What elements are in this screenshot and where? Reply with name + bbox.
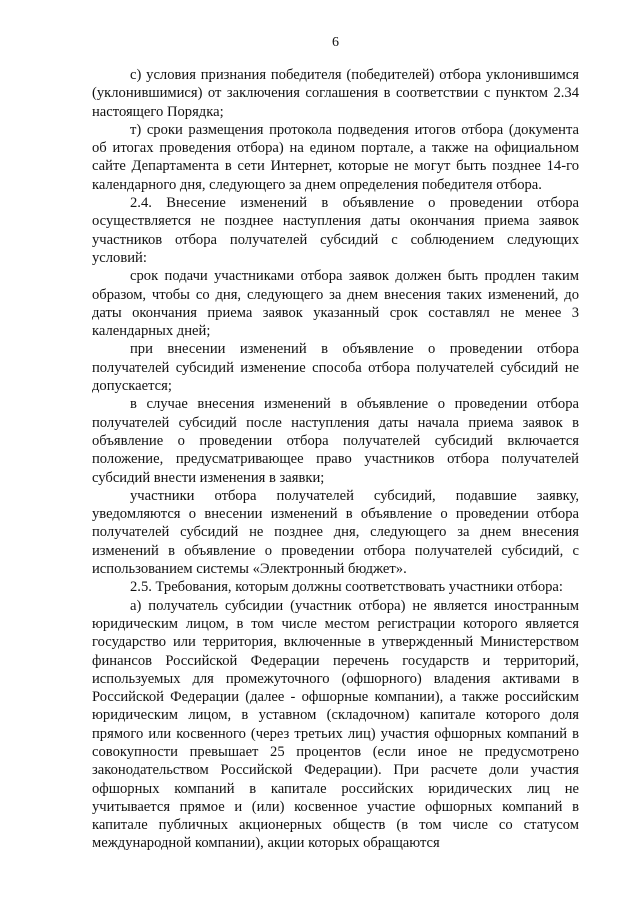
paragraph-2-4-notification: участники отбора получателей субсидий, подавшие заявку, уведомляются о внесении изменений в объявление о проведении отбора получателей субсидий не позднее дня, следующего за днем внесения изменений в объявление о проведении отбора получателей субсидий, с использованием системы «Электронный бюджет». bbox=[92, 487, 579, 578]
paragraph-2-4-method: при внесении изменений в объявление о проведении отбора получателей субсидий изменение способа отбора получателей субсидий не допускается; bbox=[92, 341, 579, 395]
paragraph-2-4: 2.4. Внесение изменений в объявление о проведении отбора осуществляется не позднее наступления даты окончания приема заявок участников отбора получателей субсидий с соблюдением следующих условий: bbox=[92, 195, 579, 266]
paragraph-2-3-t: т) сроки размещения протокола подведения итогов отбора (документа об итогах проведения отбора) на едином портале, а также на официальном сайте Департамента в сети Интернет, которые не могут быть позднее 14-го календарного дня, следующего за днем определения победителя отбора. bbox=[92, 121, 579, 193]
paragraph-2-5-a: а) получатель субсидии (участник отбора) не является иностранным юридическим лицом, в том числе местом регистрации которого является государство или территория, включенные в утвержденный Министерством финансов Российской Федерации перечень государств и территорий, используемых для промежуточного (офшорного) владения активами в Российской Федерации (далее - офшорные компании), а также российским юридическим лицом, в уставном (складочном) капитале которого доля прямого или косвенного (через третьих лиц) участия офшорных компаний в совокупности превышает 25 процентов (если иное не предусмотрено законодательством Российской Федерации). При расчете доли участия офшорных компаний в капитале российских юридических лиц не учитывается прямое и (или) косвенное участие офшорных компаний в капитале публичных акционерных обществ (в том числе со статусом международной компании), акции которых обращаются bbox=[92, 597, 579, 852]
paragraph-2-4-deadline: срок подачи участниками отбора заявок должен быть продлен таким образом, чтобы со дня, следующего за днем внесения таких изменений, до даты окончания приема заявок указанный срок составлял не менее 3 календарных дней; bbox=[92, 268, 579, 340]
page-number: 6 bbox=[332, 35, 339, 50]
paragraph-2-3-s: с) условия признания победителя (победителей) отбора уклонившимся (уклонившимися) от заключения соглашения в соответствии с пунктом 2.34 настоящего Порядка; bbox=[92, 67, 579, 120]
paragraph-2-4-amendment: в случае внесения изменений в объявление о проведении отбора получателей субсидий после наступления даты начала приема заявок в объявление о проведении отбора получателей субсидий включается положение, предусматривающее право участников отбора получателей субсидий внести изменения в заявки; bbox=[92, 396, 579, 486]
paragraph-2-5: 2.5. Требования, которым должны соответствовать участники отбора: bbox=[130, 579, 563, 596]
